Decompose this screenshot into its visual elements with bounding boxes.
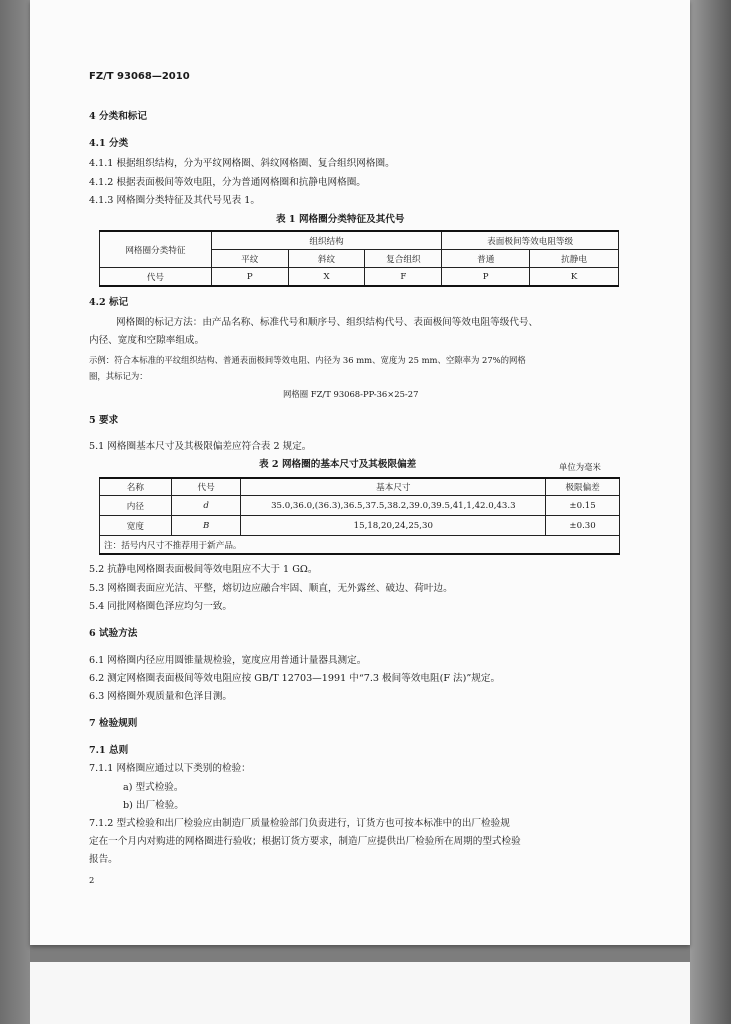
section-7-1-title: 7.1 总则: [89, 745, 129, 756]
clause-5-1: 5.1 网格圈基本尺寸及其极限偏差应符合表 2 规定。: [89, 441, 312, 452]
next-page-top: [30, 962, 690, 1024]
table-row: [100, 496, 620, 516]
clause-5-2: 5.2 抗静电网格圈表面极间等效电阻应不大于 1 GΩ。: [89, 564, 318, 575]
clause-7-1-2-line-2: 定在一个月内对购进的网格圈进行验收；根据订货方要求，制造厂应提供出厂检验所在周期的型式检验: [89, 836, 521, 847]
table-2-header: 名称: [100, 478, 172, 496]
clause-4-2-line-1: 网格圈的标记方法：由产品名称、标准代号和顺序号、组织结构代号、表面极间等效电阻等级代号、: [116, 317, 539, 328]
table-1-group-structure: 组织结构: [211, 231, 441, 250]
table-1-code: P: [211, 268, 288, 287]
clause-6-1: 6.1 网格圈内径应用圆锥量规检验，宽度应用普通计量器具测定。: [89, 655, 367, 666]
table-2-header: 代号: [171, 478, 241, 496]
table-1-code: X: [288, 268, 365, 287]
table-1-col: 平纹: [211, 250, 288, 268]
table-2-note: 注：括号内尺寸不推荐用于新产品。: [100, 536, 620, 555]
table-2-header: 极限偏差: [546, 478, 620, 496]
table-1-code: F: [365, 268, 442, 287]
table-1-col: 抗静电: [530, 250, 619, 268]
section-7-title: 7 检验规则: [89, 718, 138, 729]
clause-5-4: 5.4 同批网格圈色泽应均匀一致。: [89, 601, 233, 612]
clause-7-1-2-line-1: 7.1.2 型式检验和出厂检验应由制造厂质量检验部门负责进行，订货方也可按本标准中的出厂检验规: [89, 818, 510, 829]
table-2-cell-name: 内径: [100, 496, 172, 516]
table-2-cell-sizes: 35.0,36.0,(36.3),36.5,37.5,38.2,39.0,39.5,41,1,42.0,43.3: [241, 496, 546, 516]
table-2-caption: 表 2 网格圈的基本尺寸及其极限偏差: [259, 459, 417, 470]
table-2-header: 基本尺寸: [241, 478, 546, 496]
table-2-cell-sizes: 15,18,20,24,25,30: [241, 516, 546, 536]
clause-4-1-3: 4.1.3 网格圈分类特征及其代号见表 1。: [89, 195, 260, 206]
section-6-title: 6 试验方法: [89, 628, 138, 639]
clause-4-2-line-2: 内径、宽度和空隙率组成。: [89, 335, 205, 346]
clause-5-3: 5.3 网格圈表面应光洁、平整，熔切边应融合牢固、顺直，无外露丝、破边、荷叶边。: [89, 583, 453, 594]
table-1-caption: 表 1 网格圈分类特征及其代号: [276, 214, 405, 225]
section-4-1-title: 4.1 分类: [89, 138, 129, 149]
table-1-col: 复合组织: [365, 250, 442, 268]
scan-border-left: [0, 0, 30, 1024]
section-4-2-title: 4.2 标记: [89, 297, 129, 308]
table-2-cell-tol: ±0.30: [546, 516, 620, 536]
section-5-title: 5 要求: [89, 415, 119, 426]
table-1-col: 斜纹: [288, 250, 365, 268]
table-1-row-header: 网格圈分类特征: [100, 231, 212, 268]
document-page: [30, 0, 690, 945]
table-2-cell-code: B: [171, 516, 241, 536]
table-2-cell-code: d: [171, 496, 241, 516]
clause-7-1-1: 7.1.1 网格圈应通过以下类别的检验：: [89, 763, 251, 774]
table-1-col: 普通: [442, 250, 530, 268]
section-4-title: 4 分类和标记: [89, 111, 147, 122]
example-line-2: 圈，其标记为：: [89, 371, 148, 381]
table-1-group-resistance: 表面极间等效电阻等级: [442, 231, 619, 250]
table-1-code: K: [530, 268, 619, 287]
table-row: [100, 516, 620, 536]
table-1: [99, 230, 619, 287]
standard-number: FZ/T 93068—2010: [89, 71, 190, 82]
table-1-code-label: 代号: [100, 268, 212, 287]
list-item-a: a) 型式检验。: [123, 782, 184, 793]
clause-4-1-1: 4.1.1 根据组织结构，分为平纹网格圈、斜纹网格圈、复合组织网格圈。: [89, 158, 395, 169]
example-mark: 网格圈 FZ/T 93068-PP-36×25-27: [283, 389, 419, 399]
scan-border-right: [690, 0, 731, 1024]
example-line-1: 示例：符合本标准的平纹组织结构、普通表面极间等效电阻、内径为 36 mm、宽度为 25 mm、空隙率为 27%的网格: [89, 355, 526, 365]
clause-4-1-2: 4.1.2 根据表面极间等效电阻，分为普通网格圈和抗静电网格圈。: [89, 177, 366, 188]
page-number: 2: [89, 875, 95, 885]
table-2-cell-tol: ±0.15: [546, 496, 620, 516]
table-2-cell-name: 宽度: [100, 516, 172, 536]
table-1-code: P: [442, 268, 530, 287]
table-2: [99, 477, 620, 555]
clause-6-3: 6.3 网格圈外观质量和色泽目测。: [89, 691, 233, 702]
clause-7-1-2-line-3: 报告。: [89, 854, 118, 865]
clause-6-2: 6.2 测定网格圈表面极间等效电阻应按 GB/T 12703—1991 中“7.3 极间等效电阻(F 法)”规定。: [89, 673, 501, 684]
table-2-unit: 单位为毫米: [559, 462, 601, 472]
list-item-b: b) 出厂检验。: [123, 800, 184, 811]
